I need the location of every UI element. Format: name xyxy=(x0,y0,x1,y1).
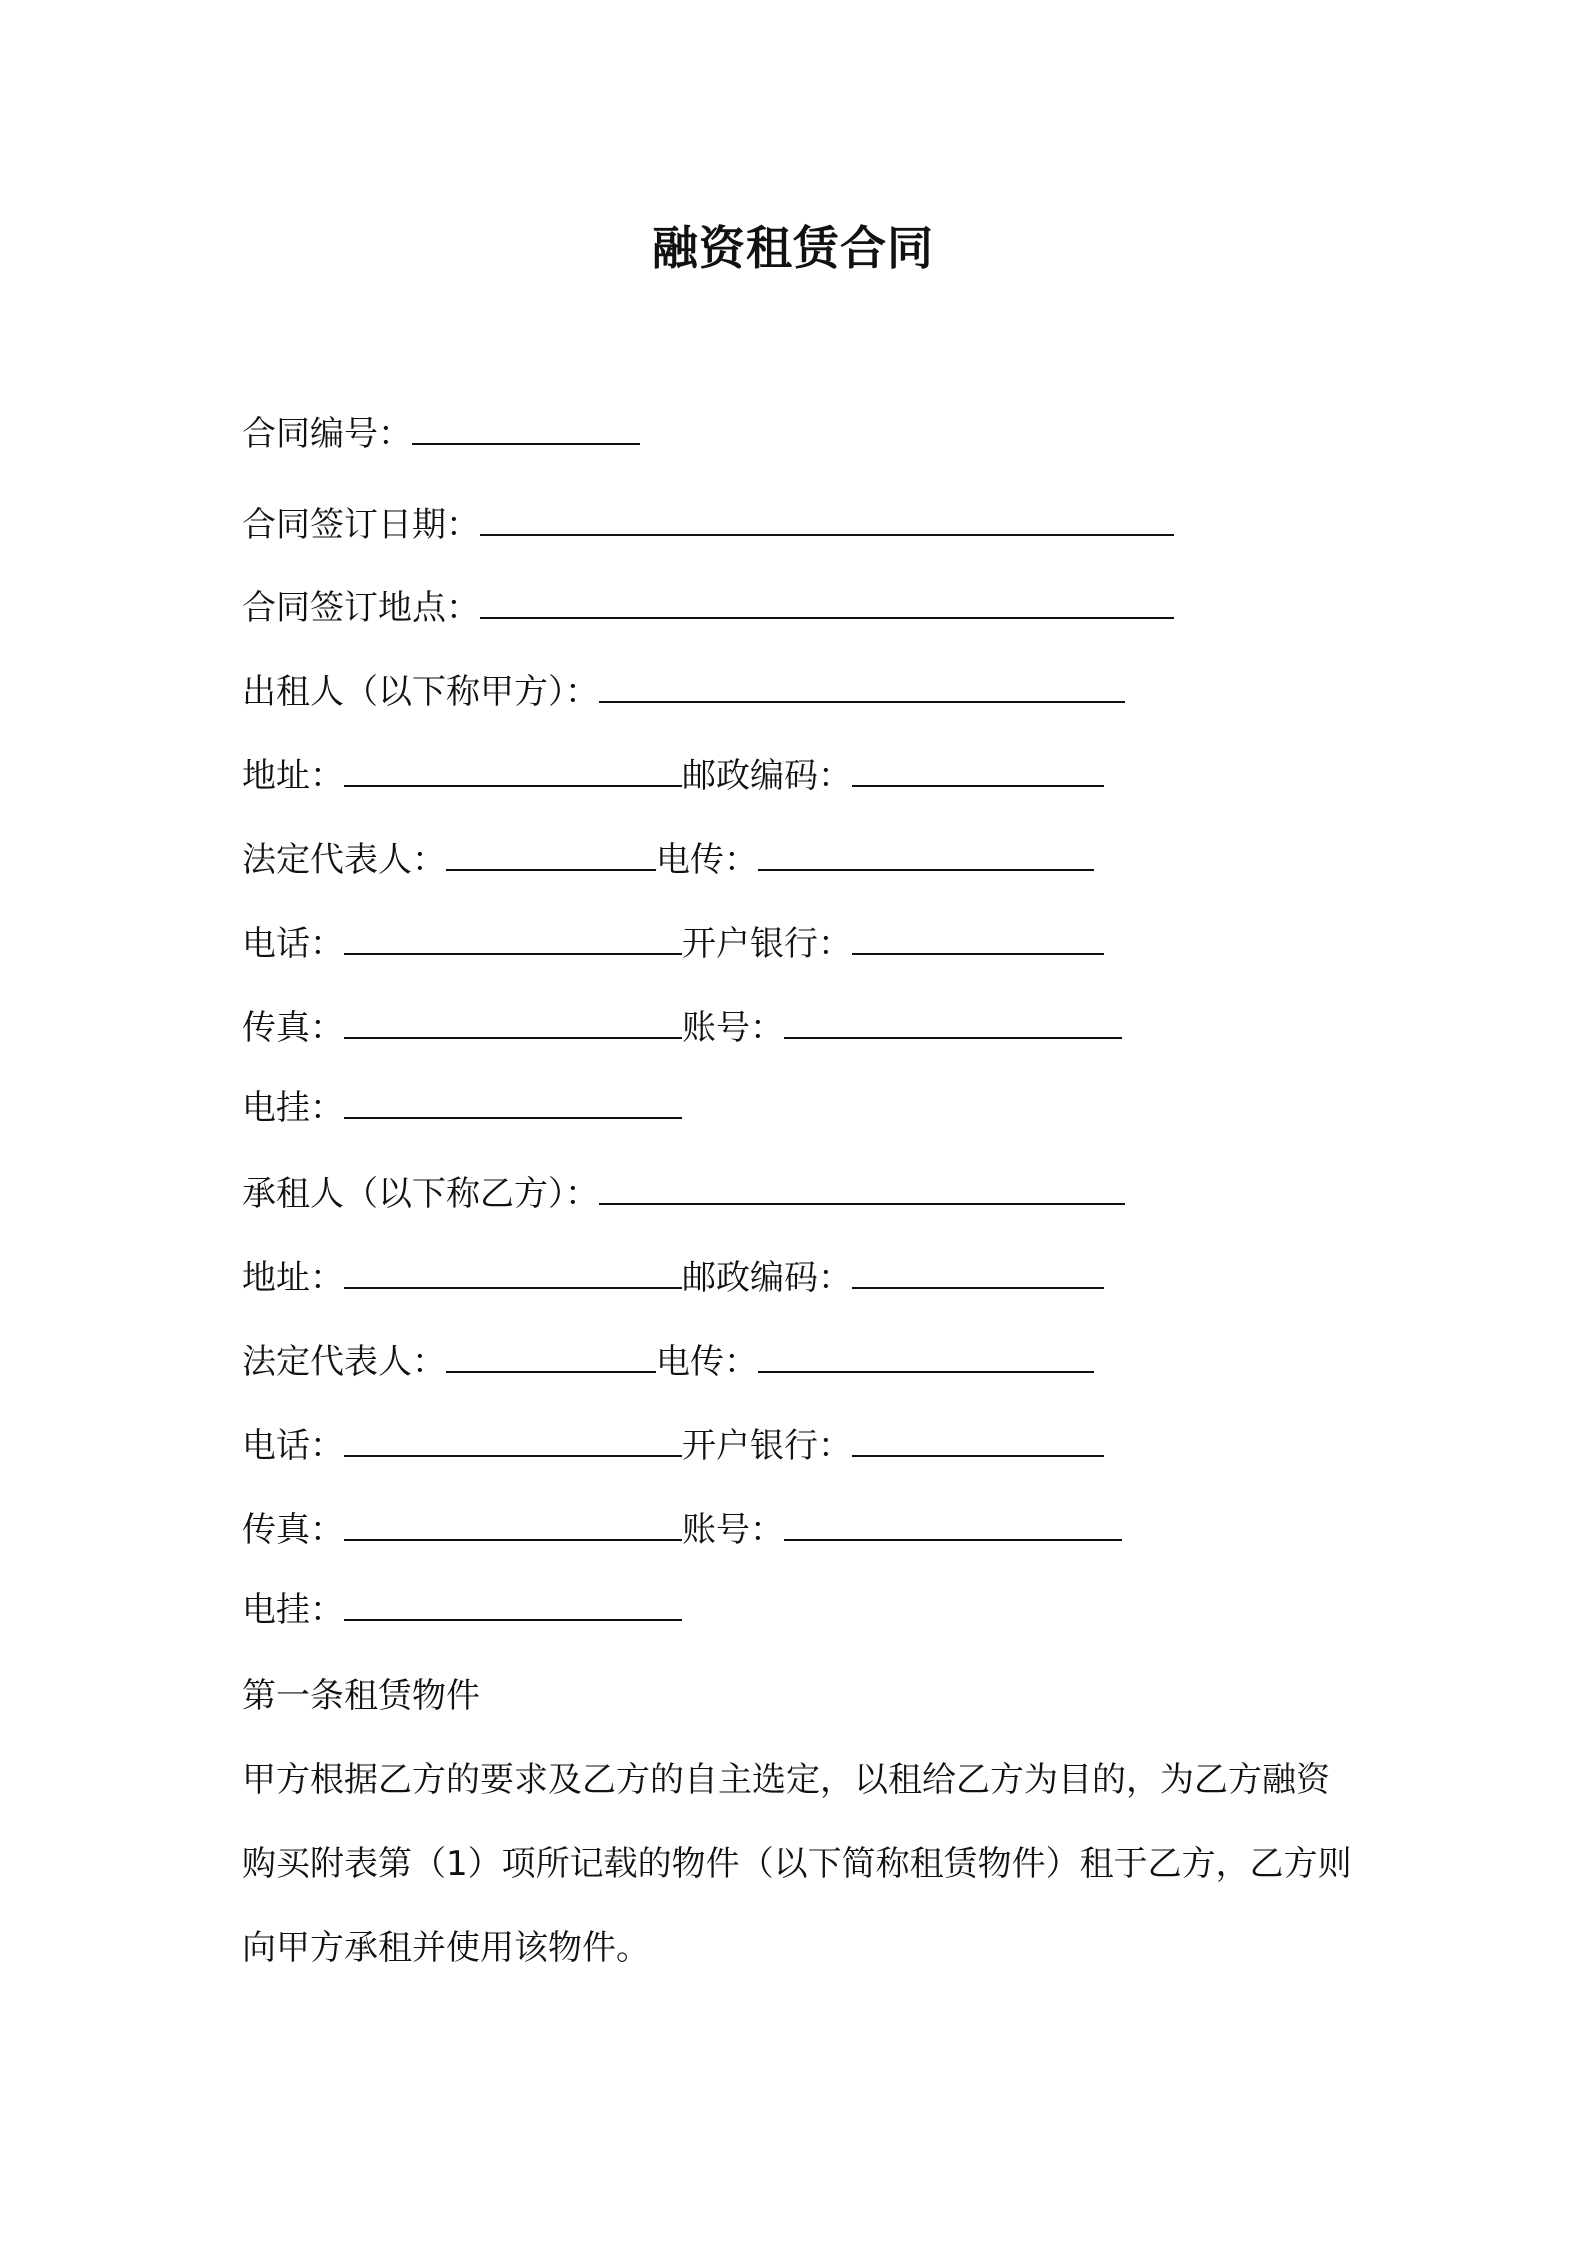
lessor-phone-blank[interactable] xyxy=(344,923,682,955)
lessor-address-blank[interactable] xyxy=(344,755,682,787)
lessor-bank-label: 开户银行： xyxy=(682,924,852,964)
lessee-line xyxy=(242,1172,1125,1216)
lessee-fax-blank[interactable] xyxy=(344,1509,682,1541)
sign-date-label: 合同签订日期： xyxy=(242,505,480,545)
lessee-account-label: 账号： xyxy=(682,1510,784,1550)
lessor-postcode-blank[interactable] xyxy=(852,755,1104,787)
article1-body: 甲方根据乙方的要求及乙方的自主选定，以租给乙方为目的，为乙方融资购买附表第（1）项所记载的物件（以下简称租赁物件）租于乙方，乙方则向甲方承租并使用该物件。 xyxy=(242,1760,1352,1968)
lessee-phone-line xyxy=(242,1424,1104,1468)
lessee-fax-label: 传真： xyxy=(242,1510,344,1550)
article1-heading: 第一条租赁物件 xyxy=(242,1676,480,1716)
sign-place-line xyxy=(242,586,1174,630)
document-title: 融资租赁合同 xyxy=(652,221,934,275)
lessee-cable-label: 电挂： xyxy=(242,1590,344,1630)
lessor-bank-blank[interactable] xyxy=(852,923,1104,955)
lessee-legal-rep-blank[interactable] xyxy=(446,1341,656,1373)
lessee-label: 承租人（以下称乙方）： xyxy=(242,1174,599,1214)
lessee-bank-label: 开户银行： xyxy=(682,1426,852,1466)
lessee-bank-blank[interactable] xyxy=(852,1425,1104,1457)
lessee-fax-line xyxy=(242,1508,1122,1552)
lessee-phone-blank[interactable] xyxy=(344,1425,682,1457)
lessor-account-blank[interactable] xyxy=(784,1007,1122,1039)
lessor-address-line xyxy=(242,754,1104,798)
lessor-fax-line xyxy=(242,1006,1122,1050)
lessor-fax-label: 传真： xyxy=(242,1008,344,1048)
lessor-legal-rep-label: 法定代表人： xyxy=(242,840,446,880)
lessee-legal-rep-line xyxy=(242,1340,1094,1384)
lessee-legal-rep-label: 法定代表人： xyxy=(242,1342,446,1382)
lessor-telegram-label: 电传： xyxy=(656,840,758,880)
lessor-line xyxy=(242,670,1125,714)
lessee-blank[interactable] xyxy=(599,1173,1125,1205)
lessee-account-blank[interactable] xyxy=(784,1509,1122,1541)
lessor-cable-label: 电挂： xyxy=(242,1088,344,1128)
lessor-fax-blank[interactable] xyxy=(344,1007,682,1039)
lessor-address-label: 地址： xyxy=(242,756,344,796)
lessee-address-line xyxy=(242,1256,1104,1300)
lessee-phone-label: 电话： xyxy=(242,1426,344,1466)
contract-number-line xyxy=(242,412,640,456)
lessor-cable-blank[interactable] xyxy=(344,1087,682,1119)
lessor-legal-rep-blank[interactable] xyxy=(446,839,656,871)
lessor-label: 出租人（以下称甲方）： xyxy=(242,672,599,712)
lessor-phone-line xyxy=(242,922,1104,966)
lessor-cable-line xyxy=(242,1086,682,1130)
lessee-address-blank[interactable] xyxy=(344,1257,682,1289)
lessee-cable-line xyxy=(242,1588,682,1632)
lessor-postcode-label: 邮政编码： xyxy=(682,756,852,796)
lessee-cable-blank[interactable] xyxy=(344,1589,682,1621)
lessor-phone-label: 电话： xyxy=(242,924,344,964)
sign-place-blank[interactable] xyxy=(480,587,1174,619)
contract-number-blank[interactable] xyxy=(412,413,640,445)
lessee-postcode-label: 邮政编码： xyxy=(682,1258,852,1298)
lessee-telegram-blank[interactable] xyxy=(758,1341,1094,1373)
sign-date-blank[interactable] xyxy=(480,504,1174,536)
lessee-telegram-label: 电传： xyxy=(656,1342,758,1382)
lessor-telegram-blank[interactable] xyxy=(758,839,1094,871)
lessee-postcode-blank[interactable] xyxy=(852,1257,1104,1289)
lessee-address-label: 地址： xyxy=(242,1258,344,1298)
lessor-account-label: 账号： xyxy=(682,1008,784,1048)
sign-place-label: 合同签订地点： xyxy=(242,588,480,628)
lessor-legal-rep-line xyxy=(242,838,1094,882)
lessor-blank[interactable] xyxy=(599,671,1125,703)
contract-number-label: 合同编号： xyxy=(242,414,412,454)
sign-date-line xyxy=(242,503,1174,547)
